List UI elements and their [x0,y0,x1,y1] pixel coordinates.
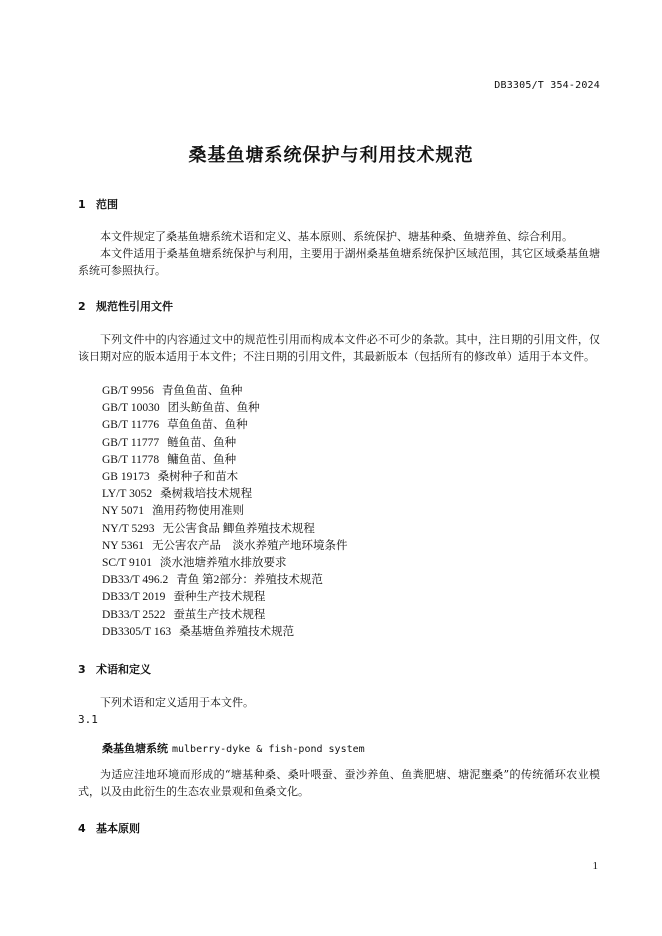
document-title: 桑基鱼塘系统保护与利用技术规范 [188,145,474,166]
term-definition: 为适应洼地环境而形成的“塘基种桑、桑叶喂蚕、蚕沙养鱼、鱼粪肥塘、塘泥壅桑”的传统循环农业模式，以及由此衍生的生态农业景观和鱼桑文化。 [78,768,600,798]
list-item [102,572,348,589]
reference-code: NY/T 5293 [102,522,155,535]
reference-name: 桑树栽培技术规程 [160,488,253,501]
section-title: 术语和定义 [96,663,151,676]
reference-code: GB/T 11777 [102,436,160,449]
list-item [102,538,348,555]
reference-name: 青鱼 第2部分：养殖技术规范 [176,574,323,587]
section-number: 1 [78,198,86,211]
section-number: 2 [78,300,86,313]
section-number: 4 [78,822,86,835]
reference-code: DB3305/T 163 [102,625,172,638]
section-number: 3 [78,663,86,676]
term-chinese: 桑基鱼塘系统 [102,742,168,755]
reference-code: DB33/T 2019 [102,591,166,604]
section-title: 基本原则 [96,822,140,835]
reference-name: 桑基塘鱼养殖技术规范 [179,625,295,638]
reference-name: 淡水池塘养殖水排放要求 [159,557,287,570]
reference-name: 蚕种生产技术规程 [173,591,266,604]
reference-name: 青鱼鱼苗、鱼种 [161,385,243,397]
reference-code: LY/T 3052 [102,488,153,501]
reference-name: 鲢鱼苗、鱼种 [167,436,237,449]
reference-name: 渔用药物使用准则 [152,505,245,518]
reference-code: SC/T 9101 [102,557,152,570]
list-item [102,417,348,434]
page-number: 1 [592,860,598,872]
document-id: DB3305/T 354-2024 [494,80,600,91]
list-item [102,555,348,572]
list-item [102,400,348,417]
reference-code: GB/T 10030 [102,402,160,415]
list-item [102,521,348,538]
section-2-heading [78,298,173,314]
reference-name: 无公害食品 鲫鱼养殖技术规程 [162,522,315,535]
term-number: 3.1 [78,713,98,726]
reference-code: GB 19173 [102,471,150,484]
reference-code: GB/T 9956 [102,385,154,397]
reference-code: NY 5071 [102,505,145,518]
list-item [102,503,348,520]
reference-code: GB/T 11778 [102,453,160,466]
list-item [102,624,348,641]
reference-code: GB/T 11776 [102,419,160,432]
reference-code: DB33/T 496.2 [102,574,169,587]
reference-name: 桑树种子和苗木 [157,471,239,484]
normative-reference-list [102,383,348,641]
list-item [102,452,348,469]
list-item [102,486,348,503]
list-item [102,383,348,400]
section-1-heading [78,196,118,212]
paragraph: 下列术语和定义适用于本文件。 [100,696,254,709]
reference-name: 蚕茧生产技术规程 [173,608,266,621]
section-title: 规范性引用文件 [96,300,173,313]
section-4-heading [78,820,140,836]
list-item [102,469,348,486]
reference-name: 团头鲂鱼苗、鱼种 [167,402,260,415]
paragraph: 本文件规定了桑基鱼塘系统术语和定义、基本原则、系统保护、塘基种桑、鱼塘养鱼、综合利用。 [100,230,573,243]
list-item [102,589,348,606]
reference-code: NY 5361 [102,539,145,552]
reference-name: 草鱼鱼苗、鱼种 [167,419,248,432]
term-entry [102,740,365,756]
reference-name: 无公害农产品 淡水养殖产地环境条件 [152,539,348,552]
list-item [102,435,348,452]
reference-name: 鳙鱼苗、鱼种 [167,453,237,466]
paragraph: 本文件适用于桑基鱼塘系统保护与利用，主要用于湖州桑基鱼塘系统保护区域范围，其它区域桑基鱼塘系统可参照执行。 [78,247,600,277]
term-english: mulberry-dyke & fish-pond system [172,744,365,755]
reference-code: DB33/T 2522 [102,608,166,621]
list-item [102,607,348,624]
section-3-heading [78,661,151,677]
paragraph: 下列文件中的内容通过文中的规范性引用而构成本文件必不可少的条款。其中，注日期的引用文件，仅该日期对应的版本适用于本文件；不注日期的引用文件，其最新版本（包括所有的修改单）适用于本文件。 [78,333,600,363]
section-title: 范围 [96,198,118,211]
